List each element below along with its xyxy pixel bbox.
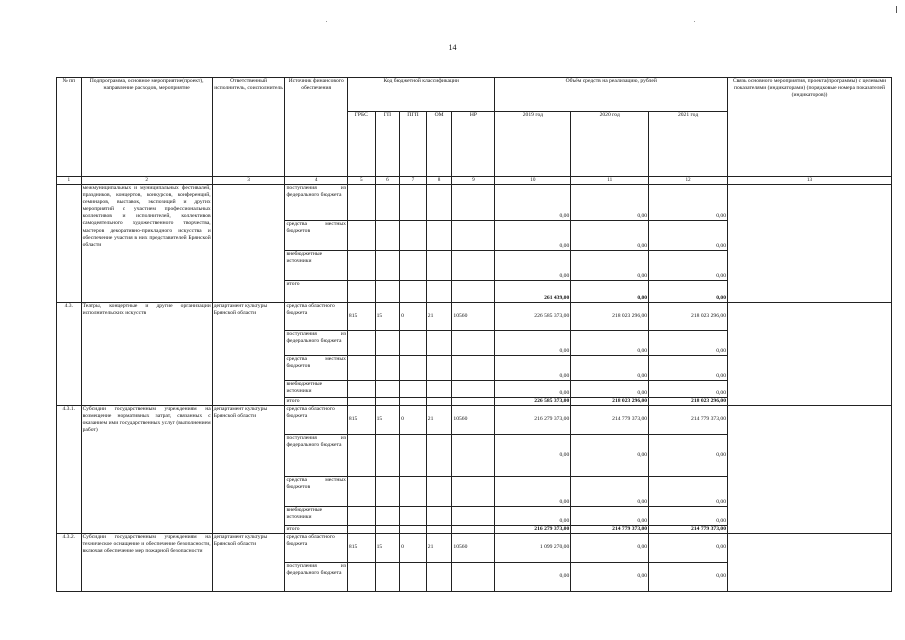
header-volume: Объём средств на реализацию, рублей (495, 78, 728, 112)
header-2020: 2020 год (571, 112, 649, 177)
value-2021: 0,00 (649, 562, 728, 591)
value-2020: 218 023 296,00 (571, 397, 649, 405)
activity-name: Театры, концертные и другие организации исполнительских искусств (81, 302, 212, 405)
code-gp: 15 (375, 405, 400, 434)
value-2020: 0,00 (571, 330, 649, 355)
code-nr: 10560 (452, 405, 495, 434)
value-2021: 0,00 (649, 330, 728, 355)
code-pgp: 0 (400, 302, 427, 330)
value-2020: 0,00 (571, 533, 649, 562)
value-2019: 226 585 373,00 (495, 302, 571, 330)
source-label: средства областного бюджета (285, 405, 347, 434)
header-2021: 2021 год (649, 112, 728, 177)
value-2021: 0,00 (649, 506, 728, 525)
code-grbs: 815 (347, 405, 375, 434)
col-index: 7 (400, 177, 427, 185)
value-2020: 0,00 (571, 280, 649, 302)
value-2021: 0,00 (649, 533, 728, 562)
code-nr: 10560 (452, 533, 495, 562)
header-source: Источник финансового обеспечения (285, 78, 347, 177)
executor: департамент культуры Брянской области (212, 533, 285, 591)
value-2019: 226 585 373,00 (495, 397, 571, 405)
source-label: внебюджетные источники (285, 250, 347, 280)
value-2019: 0,00 (495, 476, 571, 506)
code-om: 21 (426, 533, 452, 562)
value-2021: 0,00 (649, 184, 728, 220)
source-label: поступления из федерального бюджета (285, 434, 347, 476)
row-number: 4.3.1. (57, 405, 82, 533)
value-2019: 216 279 373,00 (495, 405, 571, 434)
header-grbs: ГРБС (347, 112, 375, 177)
value-2019: 0,00 (495, 355, 571, 380)
value-2019: 261 439,00 (495, 280, 571, 302)
code-pgp: 0 (400, 405, 427, 434)
column-index-row (57, 177, 892, 185)
header-pgp: ПГП (400, 112, 427, 177)
scan-speck (694, 21, 695, 22)
col-index: 5 (347, 177, 375, 185)
col-index: 6 (375, 177, 400, 185)
value-2021: 0,00 (649, 380, 728, 397)
value-2020: 214 779 373,00 (571, 525, 649, 533)
source-label: средства областного бюджета (285, 533, 347, 562)
source-label: поступления из федерального бюджета (285, 562, 347, 591)
value-2020: 0,00 (571, 562, 649, 591)
header-executor: Ответственный исполнитель, соисполнитель (212, 78, 285, 177)
table-row (57, 533, 892, 562)
value-2019: 0,00 (495, 380, 571, 397)
header-program: Подпрограмма, основное мероприятие(проект), направление расходов, мероприятие (81, 78, 212, 177)
value-2020: 218 023 296,00 (571, 302, 649, 330)
source-label: итого (285, 525, 347, 533)
value-2019: 0,00 (495, 330, 571, 355)
budget-table (56, 77, 892, 592)
source-label: итого (285, 280, 347, 302)
header-om: ОМ (426, 112, 452, 177)
source-label: поступления из федерального бюджета (285, 184, 347, 220)
row-number: 4.3.2. (57, 533, 82, 591)
value-2020: 214 779 373,00 (571, 405, 649, 434)
value-2021: 0,00 (649, 280, 728, 302)
code-grbs: 815 (347, 302, 375, 330)
table-row (57, 302, 892, 330)
code-gp: 15 (375, 533, 400, 562)
col-index: 12 (649, 177, 728, 185)
row-number: 4.3. (57, 302, 82, 405)
value-2019: 0,00 (495, 184, 571, 220)
value-2019: 1 099 270,00 (495, 533, 571, 562)
col-index: 3 (212, 177, 285, 185)
code-om: 21 (426, 302, 452, 330)
col-index: 1 (57, 177, 82, 185)
col-index: 2 (81, 177, 212, 185)
value-2021: 214 779 373,00 (649, 405, 728, 434)
value-2020: 0,00 (571, 250, 649, 280)
value-2020: 0,00 (571, 380, 649, 397)
value-2019: 0,00 (495, 562, 571, 591)
value-2019: 216 279 373,00 (495, 525, 571, 533)
col-index: 9 (452, 177, 495, 185)
value-2021: 0,00 (649, 220, 728, 250)
header-budget-code: Код бюджетной классификации (347, 78, 495, 112)
col-index: 11 (571, 177, 649, 185)
value-2021: 218 023 296,00 (649, 302, 728, 330)
source-label: внебюджетные источники (285, 380, 347, 397)
table-row (57, 405, 892, 434)
source-label: поступления из федерального бюджета (285, 330, 347, 355)
value-2020: 0,00 (571, 220, 649, 250)
table-row (57, 184, 892, 220)
value-2020: 0,00 (571, 434, 649, 476)
header-2019: 2019 год (495, 112, 571, 177)
value-2019: 0,00 (495, 220, 571, 250)
header-num: № пп (57, 78, 82, 177)
activity-name: межмуниципальных и муниципальных фестивалей, праздников, концертов, конкурсов, конференций, семинаров, выставок, экспозиций и других мероприятий с участием профессиональных коллективов и исполнителей, коллективов самодеятельного художественного творчества, мастеров декоративно-прикладного искусства и обеспечение участия в них представителей Брянской области (81, 184, 212, 302)
value-2020: 0,00 (571, 184, 649, 220)
page-number: 14 (448, 43, 457, 52)
value-2019: 0,00 (495, 250, 571, 280)
value-2021: 214 779 373,00 (649, 525, 728, 533)
col-index: 8 (426, 177, 452, 185)
value-2021: 0,00 (649, 476, 728, 506)
executor: департамент культуры Брянской области (212, 405, 285, 533)
value-2019: 0,00 (495, 506, 571, 525)
value-2021: 0,00 (649, 250, 728, 280)
code-nr: 10560 (452, 302, 495, 330)
activity-name: Субсидии государственным учреждениям на возмещение нормативных затрат, связанных с оказанием ими государственных услуг (выполнением работ) (81, 405, 212, 533)
executor: департамент культуры Брянской области (212, 302, 285, 405)
source-label: итого (285, 397, 347, 405)
value-2021: 218 023 296,00 (649, 397, 728, 405)
col-index: 10 (495, 177, 571, 185)
value-2019: 0,00 (495, 434, 571, 476)
code-om: 21 (426, 405, 452, 434)
code-gp: 15 (375, 302, 400, 330)
header-link: Связь основного мероприятия, проекта(программы) с целевыми показателями (индикаторами) (порядковые номера показателей (индикаторов)) (728, 78, 892, 177)
scan-edge-mark (896, 6, 897, 13)
activity-name: Субсидии государственным учреждениям на техническое оснащение и обеспечение безопасности, включая обеспечение мер пожарной безопасности (81, 533, 212, 591)
code-pgp: 0 (400, 533, 427, 562)
value-2020: 0,00 (571, 355, 649, 380)
source-label: средства местных бюджетов (285, 476, 347, 506)
value-2020: 0,00 (571, 506, 649, 525)
col-index: 4 (285, 177, 347, 185)
header-nr: НР (452, 112, 495, 177)
source-label: средства местных бюджетов (285, 220, 347, 250)
col-index: 13 (728, 177, 892, 185)
source-label: средства областного бюджета (285, 302, 347, 330)
scan-speck (326, 21, 327, 22)
source-label: средства местных бюджетов (285, 355, 347, 380)
header-gp: ГП (375, 112, 400, 177)
value-2021: 0,00 (649, 434, 728, 476)
code-grbs: 815 (347, 533, 375, 562)
value-2020: 0,00 (571, 476, 649, 506)
source-label: внебюджетные источники (285, 506, 347, 525)
value-2021: 0,00 (649, 355, 728, 380)
